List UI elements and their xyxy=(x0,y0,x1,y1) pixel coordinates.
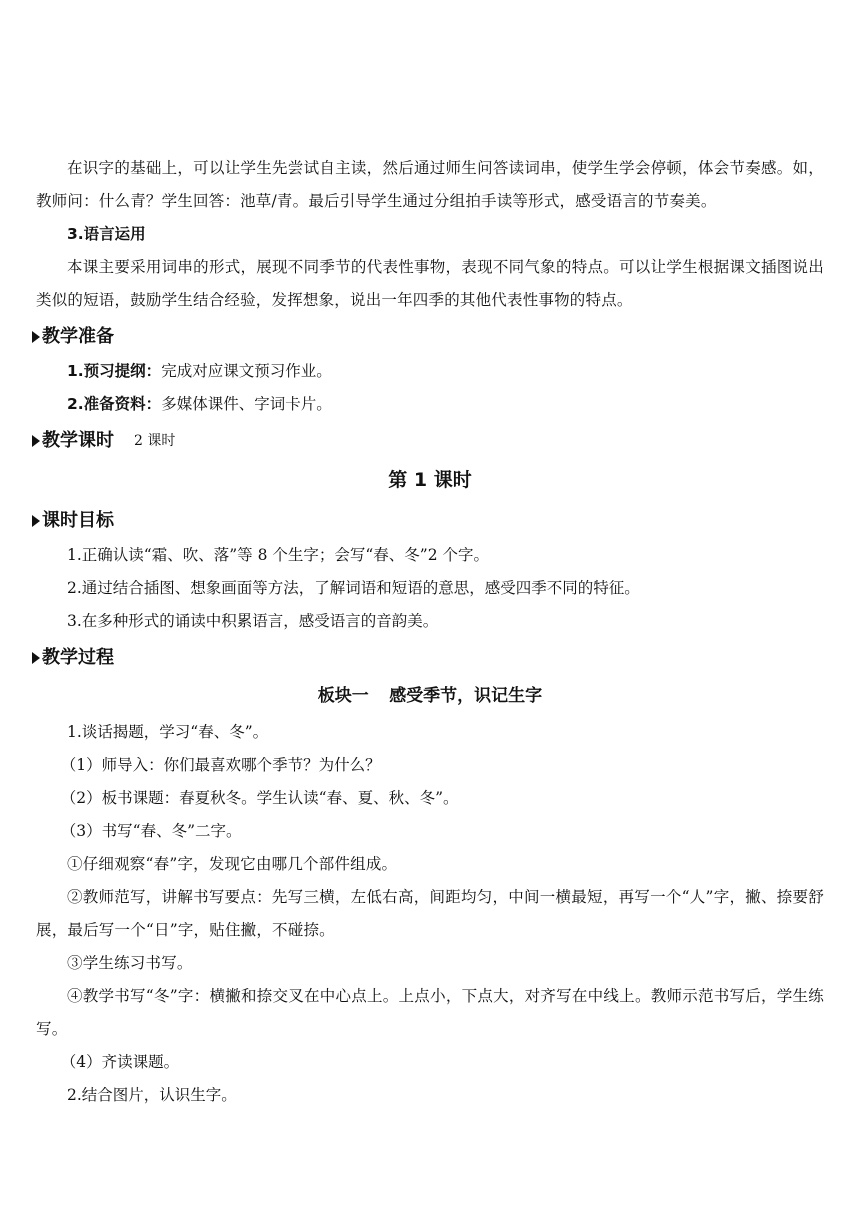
prep-item-outline xyxy=(36,355,824,388)
goal-item: 3.在多种形式的诵读中积累语言，感受语言的音韵美。 xyxy=(67,612,439,630)
goal-item: 1.正确认读“霜、吹、落”等 8 个生字；会写“春、冬”2 个字。 xyxy=(67,546,489,564)
process-substep: （4）齐读课题。 xyxy=(60,1053,180,1071)
prep-item-materials-label: 2.准备资料： xyxy=(67,395,162,413)
prep-item-materials-text: 多媒体课件、字词卡片。 xyxy=(161,395,332,413)
triangle-bullet-icon xyxy=(32,515,40,527)
section-heading-preparation-label: 教学准备 xyxy=(42,326,114,347)
prep-item-outline-text: 完成对应课文预习作业。 xyxy=(161,362,332,380)
process-circled-step: ③学生练习书写。 xyxy=(67,954,193,972)
process-circled-step: ④教学书写“冬”字：横撇和捺交叉在中心点上。上点小，下点大，对齐写在中线上。教师示范书写后，学生练写。 xyxy=(36,987,824,1038)
process-circled-step: ①仔细观察“春”字，发现它由哪几个部件组成。 xyxy=(67,855,398,873)
triangle-bullet-icon xyxy=(32,435,40,447)
section-heading-goals xyxy=(32,503,824,539)
section-heading-goals-label: 课时目标 xyxy=(42,510,114,531)
section-heading-hours-label: 教学课时 xyxy=(42,430,114,451)
triangle-bullet-icon xyxy=(32,331,40,343)
hours-value: 2 课时 xyxy=(134,433,176,449)
prep-item-materials xyxy=(36,388,824,421)
triangle-bullet-icon xyxy=(32,652,40,664)
process-substep: （1）师导入：你们最喜欢哪个季节？为什么？ xyxy=(60,756,381,774)
section-heading-preparation xyxy=(32,319,824,355)
intro-paragraph-language-use: 本课主要采用词串的形式，展现不同季节的代表性事物，表现不同气象的特点。可以让学生根据课文插图说出类似的短语，鼓励学生结合经验，发挥想象，说出一年四季的其他代表性事物的特点。 xyxy=(36,258,824,309)
section-heading-process-label: 教学过程 xyxy=(42,647,114,668)
process-substep: （2）板书课题：春夏秋冬。学生认读“春、夏、秋、冬”。 xyxy=(60,789,459,807)
lesson-title: 第 1 课时 xyxy=(388,469,472,491)
section-heading-hours xyxy=(32,423,824,459)
section-heading-process xyxy=(32,640,824,676)
goal-item: 2.通过结合插图、想象画面等方法，了解词语和短语的意思，感受四季不同的特征。 xyxy=(67,579,640,597)
process-step-1: 1.谈话揭题，学习“春、冬”。 xyxy=(67,723,269,741)
subheading-language-use: 3.语言运用 xyxy=(67,225,146,243)
block-title-text: 感受季节，识记生字 xyxy=(389,686,543,706)
intro-paragraph-reading: 在识字的基础上，可以让学生先尝试自主读，然后通过师生问答读词串，使学生学会停顿，体会节奏感。如，教师问：什么青？学生回答：池草/青。最后引导学生通过分组拍手读等形式，感受语言的节奏美。 xyxy=(36,159,824,210)
prep-item-outline-label: 1.预习提纲： xyxy=(67,362,162,380)
block-title xyxy=(36,676,824,716)
process-step-2: 2.结合图片，认识生字。 xyxy=(67,1086,237,1104)
process-circled-step: ②教师范写，讲解书写要点：先写三横，左低右高，间距均匀，中间一横最短，再写一个“人”字，撇、捺要舒展，最后写一个“日”字，贴住撇，不碰捺。 xyxy=(36,888,824,939)
block-title-number: 板块一 xyxy=(317,686,369,706)
process-substep: （3）书写“春、冬”二字。 xyxy=(60,822,242,840)
